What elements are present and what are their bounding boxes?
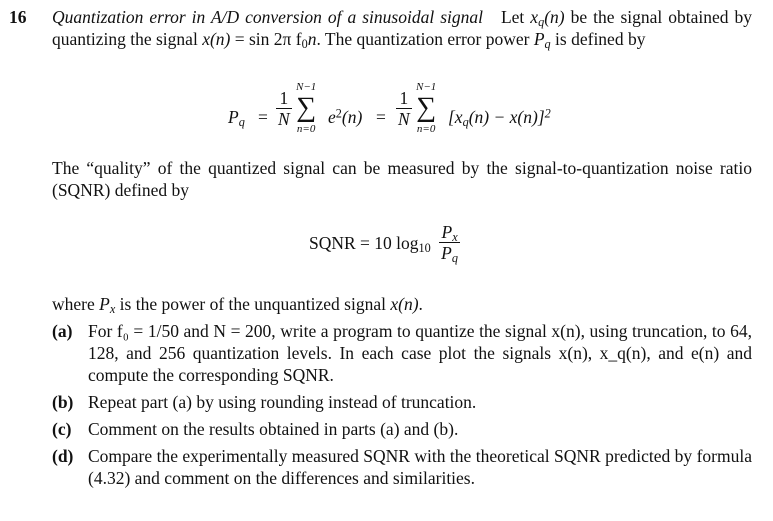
eq2-fraction: $\frac{P_x}{P_q}$ [441,222,458,266]
eq1-frac-1: $\frac{1}{N}$ [278,88,290,129]
part-label: (a) [52,321,73,341]
eq1-equals-2: = [376,107,386,127]
part-text: Comment on the results obtained in parts (a) and (b). [88,419,459,439]
eq1-sum-1: N−1 ∑ n=0 [296,81,317,135]
eq1-lhs: $P_q$ [228,107,245,130]
symbol-xq: $x_q(n)$ [530,7,565,30]
eq1-frac-2: $\frac{1}{N}$ [398,88,410,129]
part-d [52,445,752,489]
symbol-sin: = sin 2π $f_0n$ [234,29,317,52]
sqnr-equation [309,222,529,278]
eq1-sum-2: N−1 ∑ n=0 [416,81,437,135]
part-c [52,418,752,440]
part-text: For f₀ = 1/50 and N = 200, write a program to quantize the signal x(n), using truncation, to 64, 128, and 256 quantization levels. In each case plot the signals x(n), x_q(n), and e(n) and compute the corresponding SQNR. [88,321,752,385]
part-label: (b) [52,392,74,412]
intro-text-b: be the signal obtained by quantizing the signal [52,7,753,49]
eq2-lhs: SQNR = 10 $\log_{10}$ [309,232,431,255]
intro-text-c: . The quantization error power [316,29,530,49]
eq1-term-2: $[x_q(n) - x(n)]^2$ [448,106,551,130]
part-a [52,320,752,386]
part-text: Repeat part (a) by using rounding instead of truncation. [88,392,477,412]
problem-title: Quantization error in A/D conversion of a sinusoidal signal [52,7,483,27]
eq1-term-1: $e^2(n)$ [328,106,363,127]
sqnr-intro-text: The “quality” of the quantized signal can be measured by the signal-to-quantization noise ratio (SQNR) defined by [52,158,752,200]
part-text: Compare the experimentally measured SQNR with the theoretical SQNR predicted by formula (4.32) and comment on the differences and similarities. [88,446,752,488]
problem-number: 16 [9,7,27,27]
intro-text-d: is defined by [555,29,646,49]
problem-intro [52,6,752,50]
part-label: (c) [52,419,72,439]
symbol-xn: x(n) [202,29,231,49]
eq1-equals-1: = [258,107,268,127]
part-label: (d) [52,446,74,466]
where-clause: where $P_x$ is the power of the unquantized signal x(n). [52,294,423,317]
part-b [52,391,752,413]
intro-text-a: Let [500,7,525,27]
problem-parts-list [52,320,752,494]
quantization-error-power-equation [228,81,608,154]
symbol-pq: $P_q$ [533,29,551,52]
